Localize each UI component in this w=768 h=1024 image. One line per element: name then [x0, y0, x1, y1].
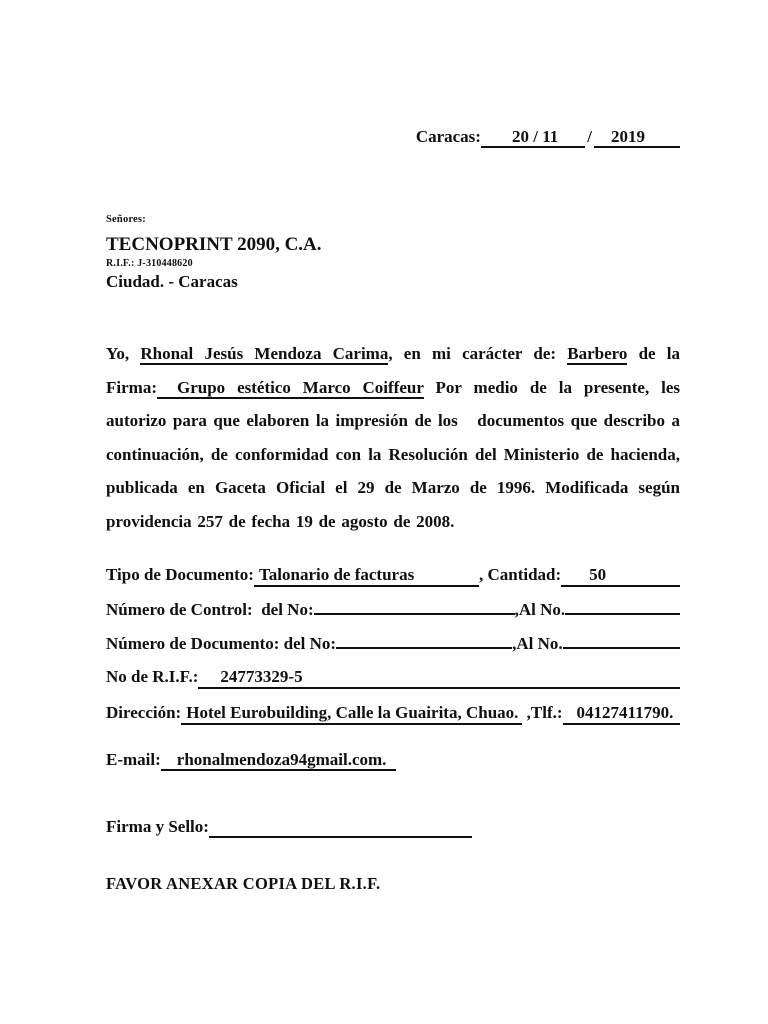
- sender-role: Barbero: [567, 344, 628, 363]
- rif-value-blank: 24773329-5: [198, 666, 680, 689]
- tipo-documento-value-blank: Talonario de facturas: [254, 564, 479, 587]
- firm-name: Grupo estético Marco Coiffeur: [157, 378, 424, 399]
- recipient-city: Ciudad. - Caracas: [106, 272, 238, 291]
- sender-name: Rhonal Jesús Mendoza Carima: [140, 344, 389, 363]
- recipient-company: TECNOPRINT 2090, C.A.: [106, 234, 322, 255]
- direccion-label: Dirección:: [106, 702, 182, 722]
- body-after-name: , en mi carácter de:: [388, 344, 557, 363]
- tlf-label: ,Tlf.:: [522, 702, 563, 722]
- numero-documento-row: [106, 633, 680, 654]
- date-day-month-blank: 20 / 11: [481, 127, 585, 148]
- firma-sello-row: [106, 816, 680, 837]
- numero-documento-label: Número de Documento: del No:: [106, 633, 337, 653]
- date-line: [106, 126, 680, 148]
- email-value-blank: rhonalmendoza94gmail.com.: [161, 750, 397, 771]
- firm-label: de la Firma:: [106, 344, 680, 397]
- form-section: [106, 564, 680, 725]
- recipient-salutation: Señores:: [106, 214, 146, 225]
- email-label: E-mail:: [106, 749, 161, 769]
- rif-label: No de R.I.F.:: [106, 667, 199, 687]
- body-intro: Yo,: [106, 344, 130, 363]
- recipient-block: [106, 214, 680, 291]
- direccion-row: [106, 702, 680, 725]
- date-year-blank: 2019: [594, 127, 680, 148]
- numero-control-row: [106, 599, 680, 620]
- cantidad-value-blank: 50: [561, 564, 680, 587]
- control-al-no-label: ,Al No.: [514, 600, 566, 620]
- firma-sello-label: Firma y Sello:: [106, 816, 209, 836]
- tlf-value-blank: 04127411790.: [563, 702, 680, 725]
- cantidad-label: , Cantidad:: [478, 564, 562, 584]
- body-text: Por medio de la presente, les autorizo para que elaboren la impresión de los documentos que describo a continuación, de conformidad con la Resolución del Ministerio de hacienda, publicada en Gaceta Oficial el 29 de Marzo de 1996. Modificada según providencia 257 de fecha 19 de agosto de 2008.: [106, 377, 680, 531]
- email-row: [106, 749, 680, 770]
- control-al-no-blank: [565, 613, 680, 615]
- tipo-documento-row: [106, 564, 680, 587]
- direccion-value-blank: Hotel Eurobuilding, Calle la Guairita, Chuao.: [181, 702, 522, 725]
- date-separator: /: [587, 127, 592, 146]
- control-del-no-blank: [314, 613, 515, 615]
- body-paragraph: [106, 337, 680, 539]
- recipient-rif: R.I.F.: J-310448620: [106, 258, 193, 269]
- documento-al-no-blank: [563, 647, 680, 649]
- date-city-label: Caracas:: [415, 127, 481, 146]
- documento-del-no-blank: [336, 647, 512, 649]
- tipo-documento-label: Tipo de Documento:: [106, 564, 254, 584]
- documento-al-no-label: ,Al No.: [512, 633, 563, 653]
- numero-control-label: Número de Control: del No:: [106, 600, 314, 620]
- rif-row: [106, 666, 680, 689]
- firma-sello-blank: [209, 817, 472, 838]
- footer-note: FAVOR ANEXAR COPIA DEL R.I.F.: [106, 873, 381, 893]
